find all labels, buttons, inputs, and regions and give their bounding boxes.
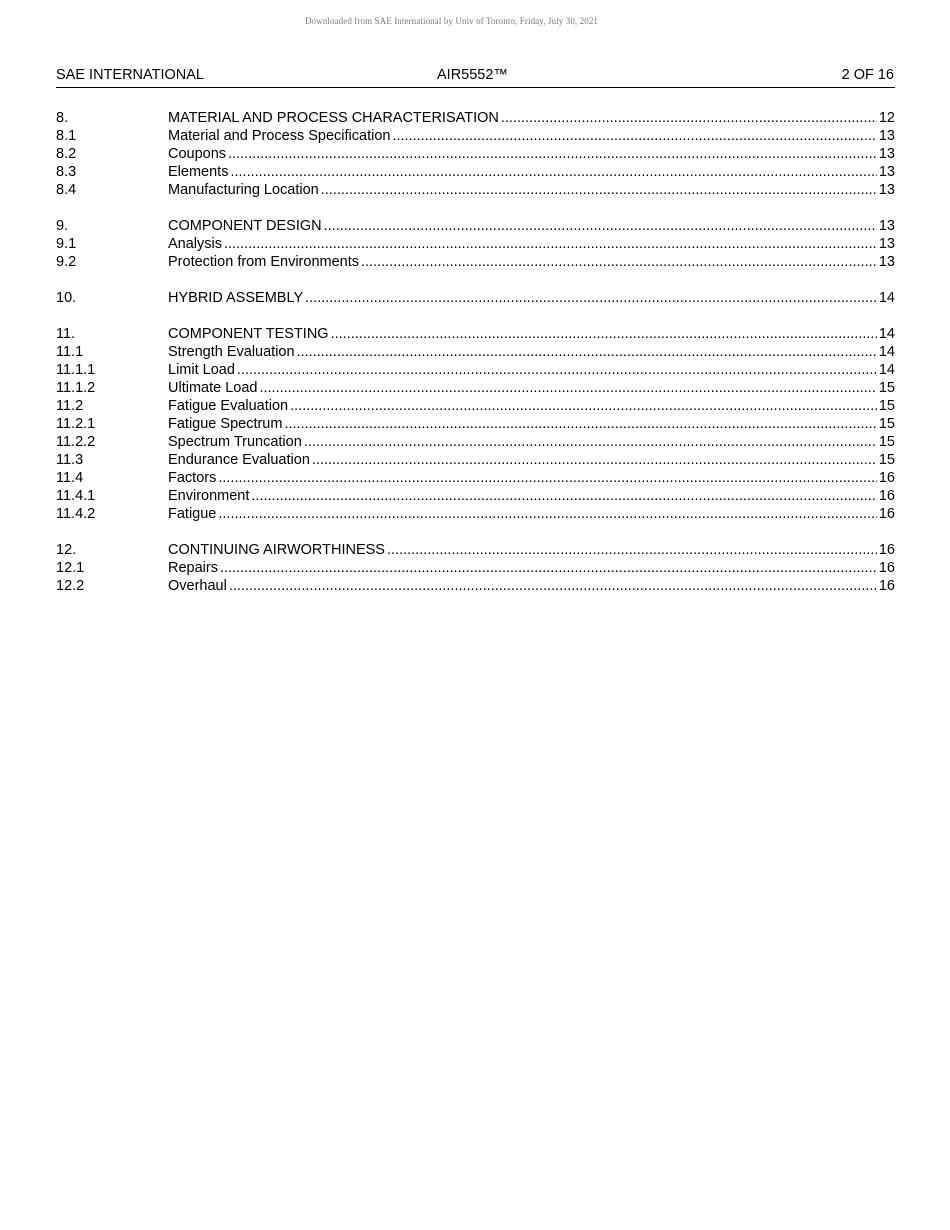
document-number: AIR5552™ xyxy=(437,67,508,83)
toc-entry-page: 13 xyxy=(878,164,895,180)
toc-entry[interactable] xyxy=(56,505,895,523)
toc-entry-title: Fatigue Evaluation xyxy=(168,398,289,414)
toc-dot-leader xyxy=(220,559,877,577)
toc-entry-number: 12.1 xyxy=(56,560,85,576)
toc-entry-title: Material and Process Specification xyxy=(168,128,391,144)
toc-entry[interactable] xyxy=(56,559,895,577)
toc-entry-number: 11.1.1 xyxy=(56,362,96,378)
toc-entry-number: 12.2 xyxy=(56,578,85,594)
toc-dot-leader xyxy=(361,253,877,271)
toc-entry[interactable] xyxy=(56,433,895,451)
toc-dot-leader xyxy=(251,487,876,505)
toc-entry-number: 9. xyxy=(56,218,69,234)
toc-dot-leader xyxy=(392,127,876,145)
toc-dot-leader xyxy=(324,217,877,235)
toc-dot-leader xyxy=(218,469,877,487)
toc-entry[interactable] xyxy=(56,397,895,415)
toc-entry-page: 15 xyxy=(878,452,895,468)
toc-entry-number: 11.3 xyxy=(56,452,84,468)
toc-entry-title: MATERIAL AND PROCESS CHARACTERISATION xyxy=(168,110,499,126)
toc-section xyxy=(56,325,895,523)
toc-entry-number: 11.4.2 xyxy=(56,506,96,522)
toc-entry[interactable] xyxy=(56,451,895,469)
toc-dot-leader xyxy=(331,325,877,343)
toc-section xyxy=(56,541,895,595)
toc-entry-number: 11.4.1 xyxy=(56,488,96,504)
toc-entry-number: 8.4 xyxy=(56,182,77,198)
toc-entry[interactable] xyxy=(56,235,895,253)
toc-section xyxy=(56,217,895,271)
toc-entry-number: 10. xyxy=(56,290,77,306)
toc-entry-number: 8. xyxy=(56,110,69,126)
page-number: 2 OF 16 xyxy=(841,67,894,83)
toc-entry-number: 8.2 xyxy=(56,146,77,162)
toc-entry-page: 16 xyxy=(878,470,895,486)
download-watermark: Downloaded from SAE International by Univ of Toronto, Friday, July 30, 2021 xyxy=(304,16,599,26)
page-header xyxy=(56,67,895,88)
toc-dot-leader xyxy=(218,505,876,523)
toc-dot-leader xyxy=(312,451,877,469)
toc-entry-number: 11. xyxy=(56,326,76,342)
toc-entry-page: 16 xyxy=(878,506,895,522)
toc-entry-title: Ultimate Load xyxy=(168,380,258,396)
toc-entry-page: 12 xyxy=(878,110,895,126)
toc-entry-title: Fatigue Spectrum xyxy=(168,416,283,432)
toc-entry[interactable] xyxy=(56,343,895,361)
toc-entry[interactable] xyxy=(56,253,895,271)
toc-dot-leader xyxy=(290,397,877,415)
toc-entry[interactable] xyxy=(56,217,895,235)
toc-entry-number: 11.1 xyxy=(56,344,84,360)
toc-entry-title: Repairs xyxy=(168,560,218,576)
table-of-contents xyxy=(56,109,895,613)
toc-dot-leader xyxy=(304,433,877,451)
toc-entry[interactable] xyxy=(56,577,895,595)
toc-entry-page: 15 xyxy=(878,398,895,414)
toc-entry-title: Factors xyxy=(168,470,217,486)
toc-entry[interactable] xyxy=(56,163,895,181)
toc-dot-leader xyxy=(297,343,877,361)
toc-entry-title: Coupons xyxy=(168,146,227,162)
toc-entry-title: Overhaul xyxy=(168,578,227,594)
toc-entry-page: 13 xyxy=(878,218,895,234)
toc-entry[interactable] xyxy=(56,325,895,343)
toc-section xyxy=(56,289,895,307)
toc-entry[interactable] xyxy=(56,127,895,145)
toc-entry[interactable] xyxy=(56,379,895,397)
toc-dot-leader xyxy=(321,181,877,199)
publisher-name: SAE INTERNATIONAL xyxy=(56,67,204,83)
toc-entry-page: 14 xyxy=(878,362,895,378)
toc-dot-leader xyxy=(501,109,877,127)
toc-entry-page: 16 xyxy=(878,542,895,558)
toc-entry-number: 11.2.1 xyxy=(56,416,96,432)
toc-entry[interactable] xyxy=(56,145,895,163)
toc-dot-leader xyxy=(259,379,876,397)
toc-dot-leader xyxy=(284,415,876,433)
toc-entry-title: Environment xyxy=(168,488,250,504)
toc-entry-title: Analysis xyxy=(168,236,222,252)
toc-dot-leader xyxy=(230,163,876,181)
toc-dot-leader xyxy=(237,361,877,379)
toc-entry-title: Elements xyxy=(168,164,229,180)
toc-entry-page: 14 xyxy=(878,290,895,306)
toc-entry-title: Spectrum Truncation xyxy=(168,434,302,450)
toc-entry-page: 14 xyxy=(878,326,895,342)
toc-section xyxy=(56,109,895,199)
toc-entry-number: 9.2 xyxy=(56,254,77,270)
toc-entry-title: Strength Evaluation xyxy=(168,344,295,360)
toc-entry[interactable] xyxy=(56,289,895,307)
toc-entry[interactable] xyxy=(56,181,895,199)
toc-entry-page: 14 xyxy=(878,344,895,360)
toc-entry-page: 13 xyxy=(878,236,895,252)
toc-dot-leader xyxy=(229,577,877,595)
toc-dot-leader xyxy=(305,289,877,307)
toc-entry-number: 11.1.2 xyxy=(56,380,96,396)
toc-entry[interactable] xyxy=(56,415,895,433)
toc-entry[interactable] xyxy=(56,361,895,379)
toc-entry-number: 9.1 xyxy=(56,236,77,252)
toc-entry-title: Protection from Environments xyxy=(168,254,359,270)
toc-entry-title: Manufacturing Location xyxy=(168,182,319,198)
toc-entry-title: Endurance Evaluation xyxy=(168,452,310,468)
toc-entry-page: 15 xyxy=(878,434,895,450)
toc-entry-number: 11.4 xyxy=(56,470,84,486)
toc-entry-page: 13 xyxy=(878,182,895,198)
toc-entry[interactable] xyxy=(56,109,895,127)
toc-entry-title: Limit Load xyxy=(168,362,235,378)
toc-entry-page: 13 xyxy=(878,146,895,162)
toc-entry[interactable] xyxy=(56,541,895,559)
toc-entry-page: 15 xyxy=(878,380,895,396)
toc-entry-page: 15 xyxy=(878,416,895,432)
toc-entry-page: 16 xyxy=(878,488,895,504)
toc-entry[interactable] xyxy=(56,487,895,505)
toc-entry-page: 16 xyxy=(878,560,895,576)
toc-entry-page: 16 xyxy=(878,578,895,594)
toc-dot-leader xyxy=(224,235,877,253)
toc-entry-title: COMPONENT DESIGN xyxy=(168,218,322,234)
toc-entry-number: 11.2 xyxy=(56,398,84,414)
toc-entry-number: 8.1 xyxy=(56,128,77,144)
toc-entry-title: CONTINUING AIRWORTHINESS xyxy=(168,542,385,558)
toc-entry[interactable] xyxy=(56,469,895,487)
toc-dot-leader xyxy=(228,145,877,163)
toc-entry-number: 8.3 xyxy=(56,164,77,180)
toc-entry-number: 11.2.2 xyxy=(56,434,96,450)
toc-entry-title: HYBRID ASSEMBLY xyxy=(168,290,304,306)
toc-entry-number: 12. xyxy=(56,542,77,558)
toc-entry-title: COMPONENT TESTING xyxy=(168,326,329,342)
toc-entry-page: 13 xyxy=(878,254,895,270)
toc-dot-leader xyxy=(387,541,877,559)
toc-entry-title: Fatigue xyxy=(168,506,217,522)
toc-entry-page: 13 xyxy=(878,128,895,144)
